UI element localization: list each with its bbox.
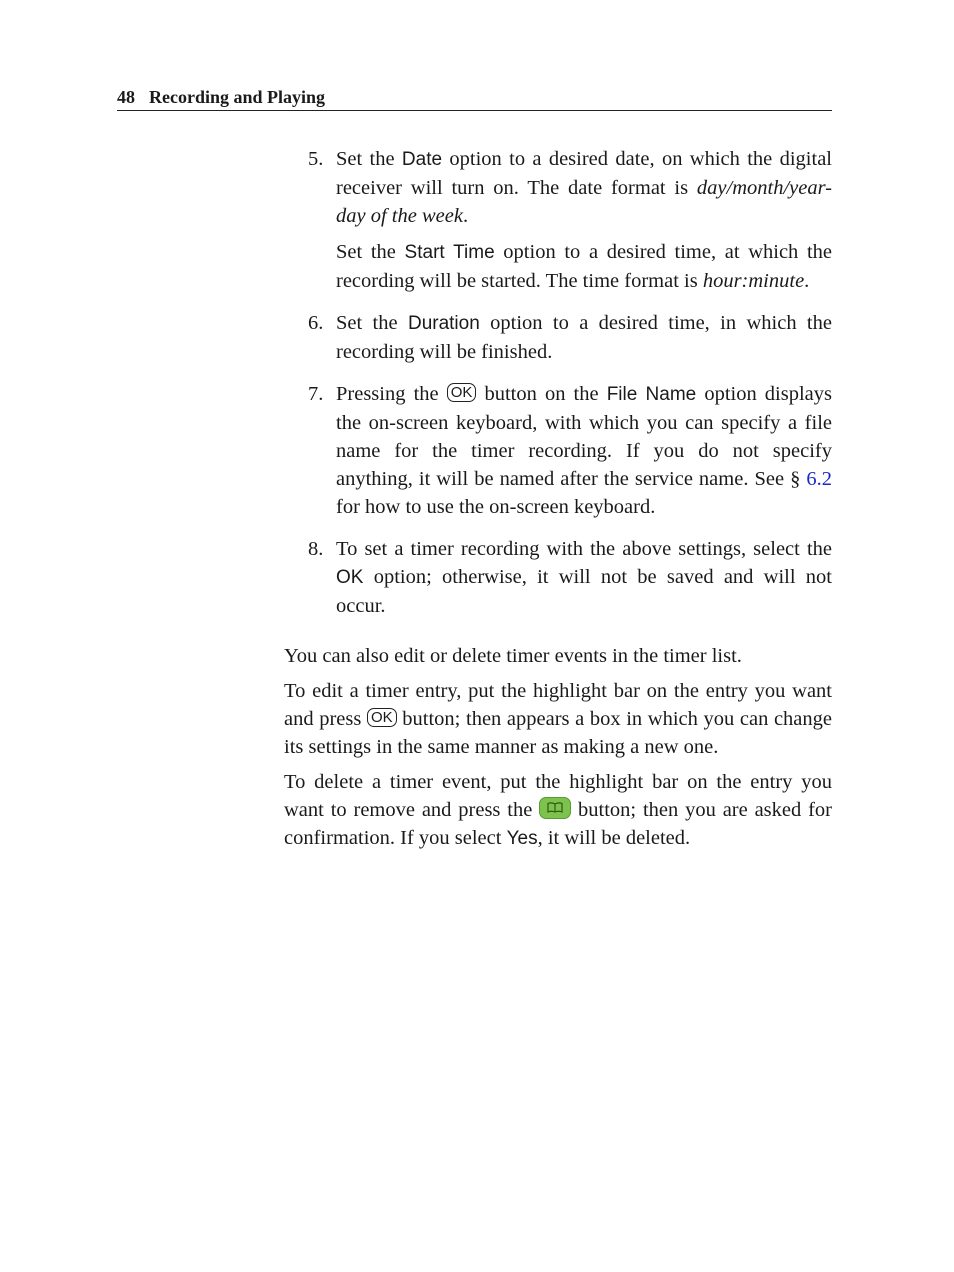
section-link[interactable]: 6.2	[806, 468, 832, 490]
paragraph	[284, 768, 832, 853]
option-name: Date	[401, 149, 443, 170]
text: Pressing the	[336, 383, 447, 405]
text: .	[804, 270, 810, 292]
item-number: 7.	[308, 383, 324, 405]
paragraph	[284, 677, 832, 761]
text: , it will be deleted.	[537, 827, 691, 849]
text: To set a timer recording with the above settings, select the	[336, 538, 832, 560]
option-name: OK	[336, 567, 364, 588]
list-item	[308, 380, 832, 521]
text: option to a desired time, at which the recording will be started. The time format is	[336, 241, 832, 292]
text: To edit a timer entry, put the highlight bar on the entry you want and press	[284, 680, 832, 730]
item-number: 8.	[308, 538, 324, 560]
text: button; then you are asked for confirmation. If you select	[284, 799, 832, 849]
option-name: File Name	[606, 384, 697, 405]
text: button; then appears a box in which you can change its settings in the same manner as making a new one.	[284, 708, 833, 758]
step-paragraph	[336, 145, 832, 230]
step-paragraph	[336, 535, 832, 620]
text: .	[462, 205, 469, 227]
text: option; otherwise, it will not be saved and will not occur.	[336, 566, 832, 617]
body-paragraphs	[284, 642, 832, 860]
text: option to a desired date, on which the digital receiver will turn on. The date format is	[336, 148, 832, 199]
text: Set the	[336, 148, 402, 170]
option-name: Yes	[506, 828, 538, 849]
option-name: Duration	[407, 313, 480, 334]
ok-key-icon: OK	[447, 383, 477, 402]
page-number: 48	[117, 87, 135, 107]
format-text: hour:minute	[702, 270, 805, 292]
list-item	[308, 535, 832, 620]
step-paragraph	[336, 380, 832, 521]
text: option to a desired time, in which the recording will be finished.	[336, 312, 832, 363]
chapter-title: Recording and Playing	[149, 87, 326, 107]
steps-list	[308, 145, 832, 634]
book-icon	[539, 797, 571, 819]
page-header	[117, 86, 832, 111]
text: Set the	[336, 312, 408, 334]
list-item	[308, 309, 832, 366]
paragraph: You can also edit or delete timer events in the timer list.	[284, 645, 742, 667]
text: Set the	[336, 241, 405, 263]
step-paragraph	[336, 309, 832, 366]
list-item	[308, 145, 832, 295]
format-text: day/month/year-day of the week	[336, 177, 832, 227]
text: for how to use the on-screen keyboard.	[336, 496, 656, 518]
text: option displays the on-screen keyboard, with which you can specify a file name for the timer recording. If you do not specify anything, it will be named after the service name. See §	[336, 383, 832, 490]
text: To delete a timer event, put the highlight bar on the entry you want to remove and press the	[284, 771, 832, 821]
ok-key-icon: OK	[367, 708, 397, 727]
item-number: 6.	[308, 312, 324, 334]
step-paragraph	[336, 238, 832, 295]
item-number: 5.	[308, 148, 324, 170]
option-name: Start Time	[404, 242, 495, 263]
text: button on the	[476, 383, 607, 405]
